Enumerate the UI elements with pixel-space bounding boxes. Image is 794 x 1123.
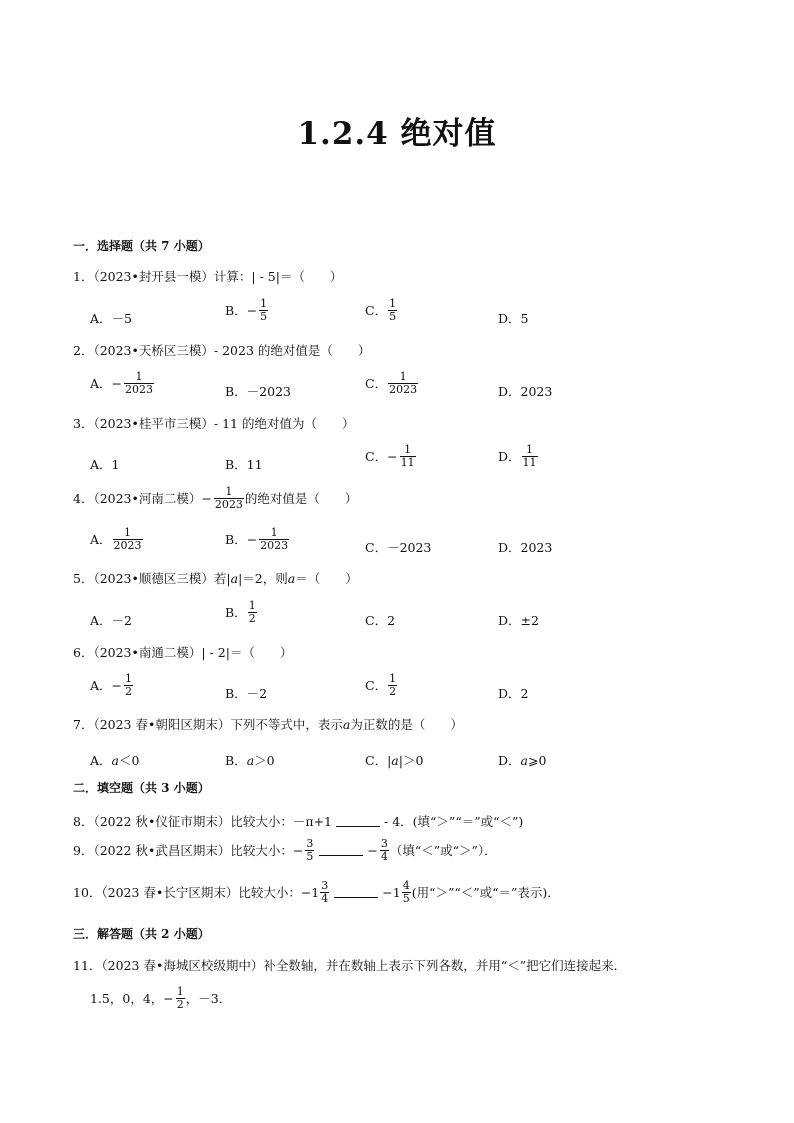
page-title: 1.2.4 绝对值 [297, 116, 497, 152]
question-2-stem: 2．（2023•天桥区三模）- 2023 的绝对值是（ ） [73, 343, 371, 358]
q5-option-b: B． $\frac{1}{2}$ [225, 599, 256, 625]
q2-option-d: D．2023 [498, 384, 553, 399]
q5-option-c: C．2 [365, 613, 396, 628]
q7-option-c: C．| a |＞0 [365, 752, 424, 768]
question-5-stem: 5．（2023•顺德区三模）若|a|＝2，则a＝（ ） [73, 571, 358, 586]
question-11-numbers: 1.5，0，4， − $\frac{1}{2}$ ，－3． [90, 985, 232, 1011]
q1-option-b: B． − $\frac{1}{5}$ [225, 297, 268, 323]
q4-option-c: C．－2023 [365, 540, 432, 555]
q6-option-b: B．－2 [225, 686, 268, 701]
q6-option-a: A． − $\frac{1}{2}$ [90, 672, 133, 698]
q4-option-a: A． $\frac{1}{2023}$ [90, 526, 142, 552]
question-6-stem: 6．（2023•南通二模）| - 2|＝（ ） [73, 645, 293, 660]
q5-option-d: D．±2 [498, 613, 539, 628]
section-fill-heading: 二．填空题（共 3 小题） [73, 781, 210, 795]
question-1-stem: 1．（2023•封开县一模）计算：| - 5|＝（ ） [73, 269, 343, 284]
answer-blank[interactable] [334, 887, 378, 898]
q2-option-b: B．－2023 [225, 384, 291, 399]
q6-option-c: C． $\frac{1}{2}$ [365, 672, 397, 698]
q5-option-a: A．－2 [90, 613, 132, 628]
q1-option-c: C． $\frac{1}{5}$ [365, 297, 397, 323]
section-choice-heading: 一．选择题（共 7 小题） [73, 239, 210, 253]
question-8: 8．（2022 秋•仪征市期末）比较大小：－π+1 - 4．(填“＞”“＝”或“＜”) [73, 814, 524, 829]
q1-option-d: D．5 [498, 311, 529, 326]
question-10: 10．（2023 春•长宁区期末）比较大小： −1 $\frac{3}{4}$ −1 $\frac{4}{5}$ (用“＞”“＜”或“＝”表示)． [73, 879, 560, 905]
q4-option-b: B． − $\frac{1}{2023}$ [225, 526, 289, 552]
question-11-stem: 11．（2023 春•海城区校级期中）补全数轴，并在数轴上表示下列各数，并用“＜”把它们连接起来． [73, 958, 627, 973]
q3-option-d: D． $\frac{1}{11}$ [498, 443, 537, 469]
section-answer-heading: 三．解答题（共 2 小题） [73, 927, 210, 941]
question-7-stem: 7．（2023 春•朝阳区期末）下列不等式中，表示a为正数的是（ ） [73, 717, 463, 732]
question-4-stem: 4．（2023•河南二模） − $\frac{1}{2023}$ 的绝对值是（ ） [73, 485, 358, 511]
q3-option-c: C． − $\frac{1}{11}$ [365, 443, 415, 469]
q7-option-a: A． a ＜0 [90, 752, 140, 768]
q7-option-b: B． a ＞0 [225, 752, 275, 768]
q3-option-b: B．11 [225, 457, 263, 472]
q6-option-d: D．2 [498, 686, 529, 701]
q2-option-a: A． − $\frac{1}{2023}$ [90, 370, 154, 396]
question-9: 9．（2022 秋•武昌区期末）比较大小： − $\frac{3}{5}$ − $\frac{3}{4}$ （填“＜”或“＞”）． [73, 837, 497, 863]
q1-option-a: A．－5 [90, 311, 132, 326]
q4-option-d: D．2023 [498, 540, 553, 555]
answer-blank[interactable] [336, 816, 380, 827]
answer-blank[interactable] [319, 845, 363, 856]
q7-option-d: D． a ⩾0 [498, 752, 547, 768]
question-3-stem: 3．（2023•桂平市三模）- 11 的绝对值为（ ） [73, 416, 355, 431]
q2-option-c: C． $\frac{1}{2023}$ [365, 370, 418, 396]
q3-option-a: A．1 [90, 457, 120, 472]
